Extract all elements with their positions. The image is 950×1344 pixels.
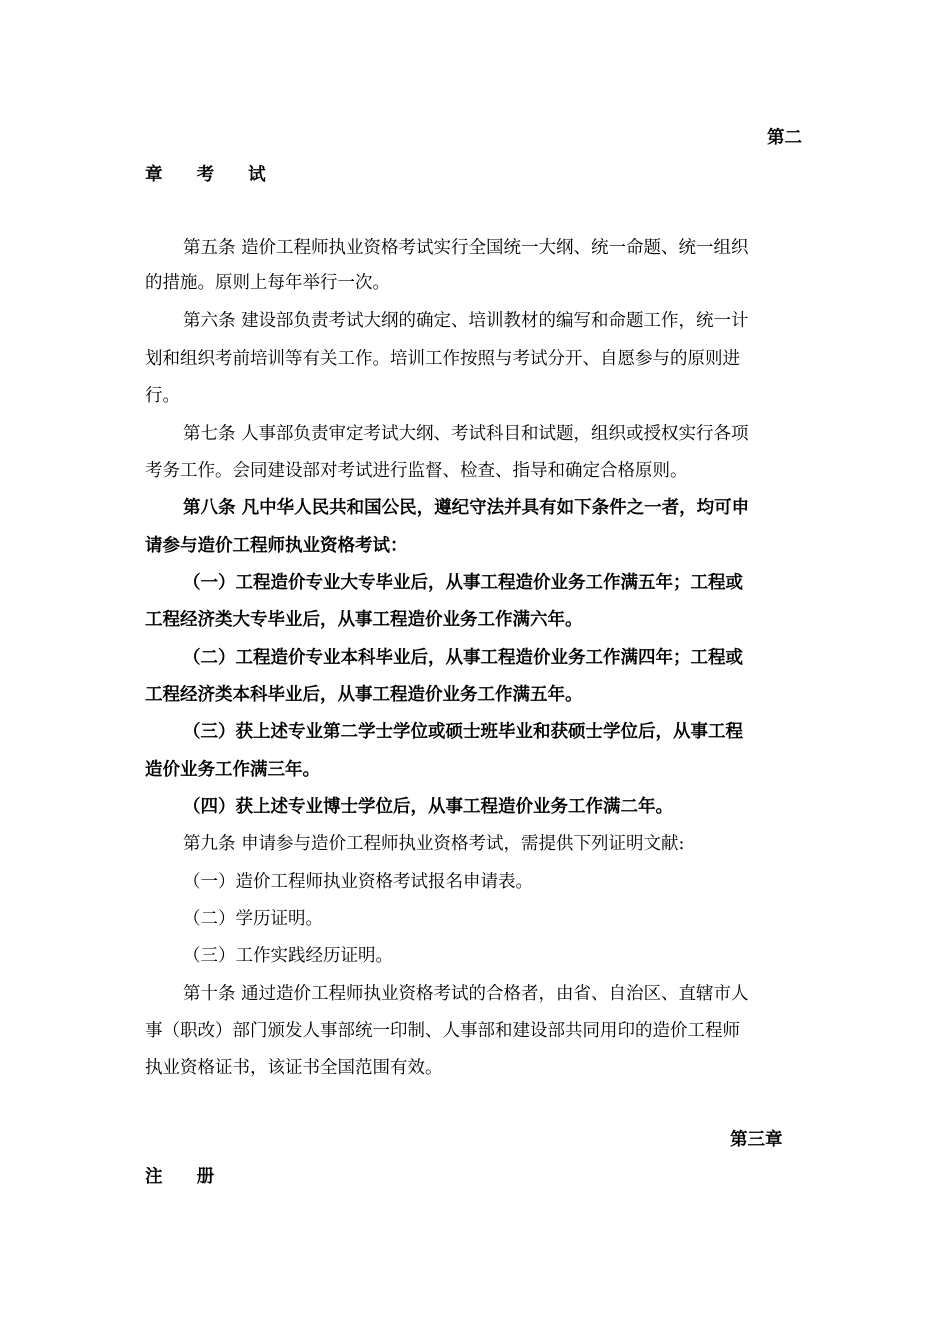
article8-condition1-line1: （一）工程造价专业大专毕业后，从事工程造价业务工作满五年；工程或 <box>183 573 743 593</box>
article8-condition2-line1: （二）工程造价专业本科毕业后，从事工程造价业务工作满四年；工程或 <box>183 648 743 668</box>
article10-line1: 第十条 通过造价工程师执业资格考试的合格者，由省、自治区、直辖市人 <box>183 984 749 1004</box>
article8-condition1-line2: 工程经济类大专毕业后，从事工程造价业务工作满六年。 <box>145 610 583 630</box>
chapter3-heading-part2: 注 册 <box>145 1167 229 1187</box>
chapter2-heading-part2: 章 考 试 <box>145 165 280 185</box>
article8-condition2-line2: 工程经济类本科毕业后，从事工程造价业务工作满五年。 <box>145 685 583 705</box>
article9-line1: 第九条 申请参与造价工程师执业资格考试，需提供下列证明文献: <box>183 834 685 854</box>
article9-item2: （二）学历证明。 <box>183 909 323 929</box>
article9-item1: （一）造价工程师执业资格考试报名申请表。 <box>183 872 533 892</box>
article10-line2: 事（职改）部门颁发人事部统一印制、人事部和建设部共同用印的造价工程师 <box>145 1021 740 1041</box>
article8-condition4-line1: （四）获上述专业博士学位后，从事工程造价业务工作满二年。 <box>183 797 673 817</box>
article8-line2: 请参与造价工程师执业资格考试： <box>145 536 408 556</box>
article8-condition3-line2: 造价业务工作满三年。 <box>145 760 320 780</box>
article8-line1: 第八条 凡中华人民共和国公民，遵纪守法并具有如下条件之一者，均可申 <box>183 498 750 518</box>
article7-line2: 考务工作。会同建设部对考试进行监督、检查、指导和确定合格原则。 <box>145 461 688 481</box>
article6-line2: 划和组织考前培训等有关工作。培训工作按照与考试分开、自愿参与的原则进 <box>145 349 740 369</box>
article6-line1: 第六条 建设部负责考试大纲的确定、培训教材的编写和命题工作，统一计 <box>183 311 749 331</box>
article5-line1: 第五条 造价工程师执业资格考试实行全国统一大纲、统一命题、统一组织 <box>183 238 749 258</box>
article7-line1: 第七条 人事部负责审定考试大纲、考试科目和试题，组织或授权实行各项 <box>183 424 749 444</box>
chapter2-heading-part1: 第二 <box>767 128 802 148</box>
article5-line2: 的措施。原则上每年举行一次。 <box>145 273 390 293</box>
chapter3-heading-part1: 第三章 <box>730 1130 783 1150</box>
article10-line3: 执业资格证书，该证书全国范围有效。 <box>145 1058 443 1078</box>
article8-condition3-line1: （三）获上述专业第二学士学位或硕士班毕业和获硕士学位后，从事工程 <box>183 722 743 742</box>
article9-item3: （三）工作实践经历证明。 <box>183 946 393 966</box>
article6-line3: 行。 <box>145 386 180 406</box>
